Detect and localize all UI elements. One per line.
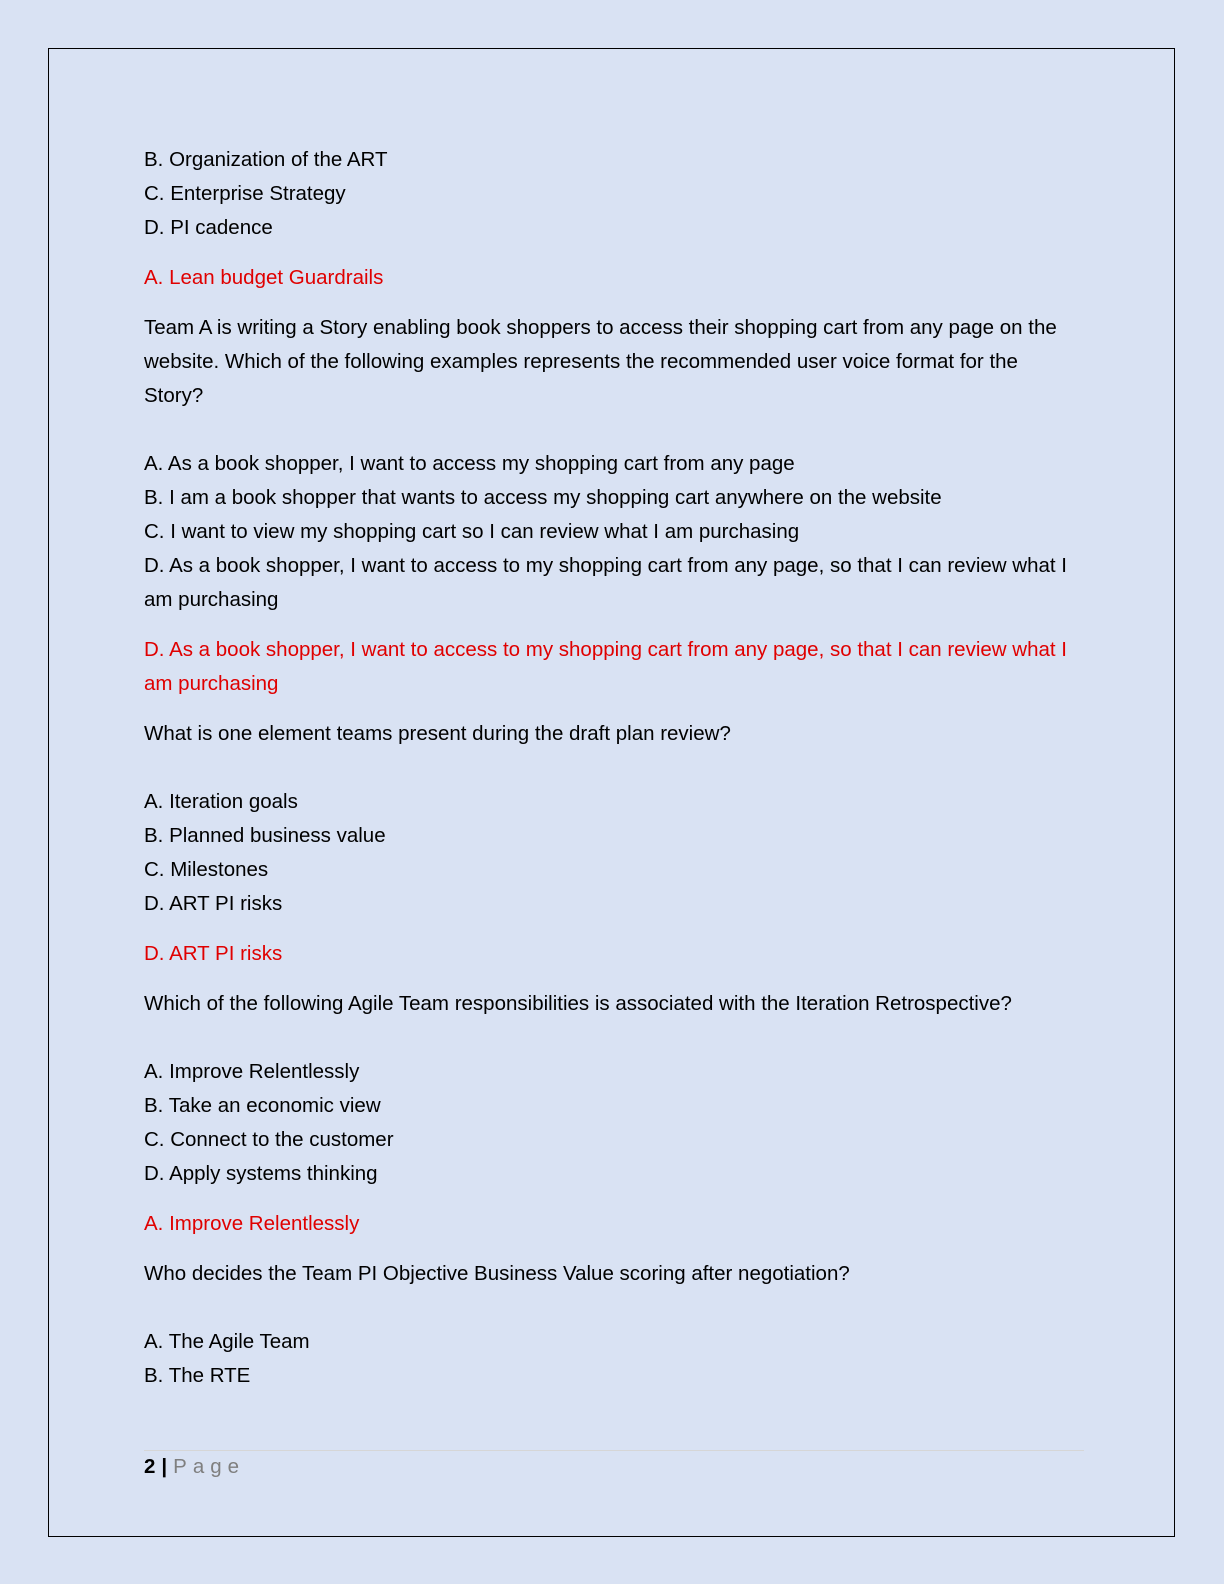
page-number: 2 (144, 1455, 156, 1478)
option-a: A. Improve Relentlessly (144, 1060, 360, 1083)
question-text: What is one element teams present during the draft plan review? (144, 722, 731, 745)
option-d: D. PI cadence (144, 216, 273, 239)
option-b: B. Take an economic view (144, 1094, 381, 1117)
option-b: B. The RTE (144, 1364, 251, 1387)
footer-separator: | (161, 1455, 168, 1478)
option-c: C. Enterprise Strategy (144, 182, 346, 205)
answer-text: A. Improve Relentlessly (144, 1212, 360, 1235)
option-b: B. Planned business value (144, 824, 386, 847)
option-d: D. ART PI risks (144, 892, 283, 915)
answer-text: D. As a book shopper, I want to access to my shopping cart from any page, so that I can review what I am purchasing (144, 638, 1067, 695)
option-d: D. As a book shopper, I want to access to my shopping cart from any page, so that I can review what I am purchasing (144, 554, 1067, 611)
answer-text: D. ART PI risks (144, 942, 283, 965)
option-b: B. Organization of the ART (144, 148, 388, 171)
footer-divider (144, 1450, 1084, 1451)
option-a: A. Iteration goals (144, 790, 298, 813)
option-c: C. Connect to the customer (144, 1128, 394, 1151)
question-text: Who decides the Team PI Objective Business Value scoring after negotiation? (144, 1262, 850, 1285)
option-c: C. Milestones (144, 858, 269, 881)
option-a: A. The Agile Team (144, 1330, 310, 1353)
page-label: Page (173, 1455, 246, 1478)
question-text: Team A is writing a Story enabling book shoppers to access their shopping cart from any page on the website. Which of the following examples represents the recommended user voice format for the Story? (144, 316, 1057, 407)
option-a: A. As a book shopper, I want to access my shopping cart from any page (144, 452, 795, 475)
option-d: D. Apply systems thinking (144, 1162, 378, 1185)
option-c: C. I want to view my shopping cart so I can review what I am purchasing (144, 520, 800, 543)
option-b: B. I am a book shopper that wants to access my shopping cart anywhere on the website (144, 486, 942, 509)
page-content (144, 143, 1074, 1393)
answer-text: A. Lean budget Guardrails (144, 266, 384, 289)
question-text: Which of the following Agile Team responsibilities is associated with the Iteration Retrospective? (144, 992, 1012, 1015)
page-footer (144, 1452, 245, 1482)
